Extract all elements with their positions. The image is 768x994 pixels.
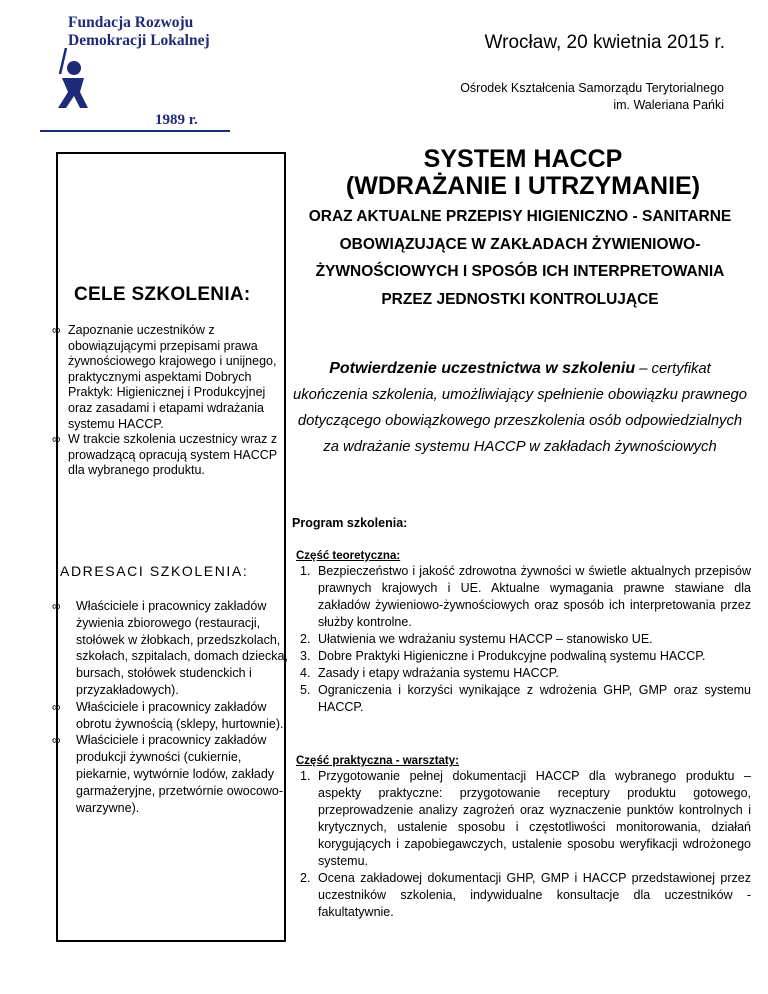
list-item: 1. Przygotowanie pełnej dokumentacji HACCP dla wybranego produktu – aspekty praktyczne: przygotowanie receptury produktu gotowego, przeprowadzenie analizy zagrożeń oraz wyznaczenie punktów kontrolnych i krytycznych, ustalenie sposobu i częstotliwości monitorowania, działań korygujących i zapobiegawczych, ustalenie sposobu weryfikacji wdrożonego systemu. bbox=[300, 769, 751, 868]
left-sidebar-box bbox=[56, 152, 286, 942]
infinity-bullet-icon: ∞ bbox=[52, 432, 61, 447]
infinity-bullet-icon: ∞ bbox=[52, 323, 61, 337]
page-title bbox=[296, 146, 750, 200]
goals-title: CELE SZKOLENIA: bbox=[74, 284, 251, 305]
title-line-2: (WDRAŻANIE I UTRZYMANIE) bbox=[345, 172, 701, 200]
goal-item: ∞ Zapoznanie uczestników z obowiązującymi przepisami prawa żywnościowego krajowego i unijnego, praktycznymi aspektami Dobrych Praktyk: Higienicznej i Produkcyjnej oraz zasadami i etapami wdrażania systemu HACCP. bbox=[52, 323, 277, 431]
audience-item: ∞ Właściciele i pracownicy zakładów żywienia zbiorowego (restauracji, stołówek w żłobkach, przedszkolach, szkołach, szpitalach, domach dziecka, bursach, stołówek studenckich i przyzakładowych). bbox=[52, 599, 288, 697]
training-center bbox=[380, 80, 724, 114]
date-line: Wrocław, 20 kwietnia 2015 r. bbox=[484, 32, 725, 53]
list-item: 2. Ułatwienia we wdrażaniu systemu HACCP – stanowisko UE. bbox=[300, 632, 653, 646]
certificate-dash: – bbox=[635, 361, 652, 377]
infinity-bullet-icon: ∞ bbox=[52, 599, 61, 613]
logo-figure-icon bbox=[40, 48, 120, 128]
audience-item: ∞ Właściciele i pracownicy zakładów produkcji żywności (cukiernie, piekarnie, wytwórnie lodów, zakłady garmażeryjne, przetwórnie owocowo-warzywne). bbox=[52, 733, 284, 815]
logo-divider bbox=[40, 130, 230, 132]
theory-section bbox=[296, 549, 751, 716]
theory-list bbox=[296, 563, 751, 716]
audience-list bbox=[52, 598, 288, 816]
list-item: 4. Zasady i etapy wdrażania systemu HACCP. bbox=[300, 666, 559, 680]
program-title: Program szkolenia: bbox=[292, 516, 408, 530]
list-item: 3. Dobre Praktyki Higieniczne i Produkcyjne podwaliną systemu HACCP. bbox=[300, 649, 706, 663]
title-line-1: SYSTEM HACCP bbox=[423, 145, 623, 173]
goal-item: ∞ W trakcie szkolenia uczestnicy wraz z prowadzącą opracują system HACCP dla wybranego produktu. bbox=[52, 432, 278, 478]
theory-title: Część teoretyczna: bbox=[296, 550, 401, 562]
logo-year: 1989 r. bbox=[155, 112, 198, 128]
certificate-note bbox=[290, 356, 750, 460]
practice-list bbox=[296, 768, 751, 921]
practice-section bbox=[296, 754, 751, 921]
center-line-1: Ośrodek Kształcenia Samorządu Terytorialnego bbox=[460, 81, 724, 95]
list-item: 2. Ocena zakładowej dokumentacji GHP, GMP i HACCP przedstawionej przez uczestników szkolenia, indywidualne konsultacje dla uczestników - fakultatywnie. bbox=[300, 871, 751, 919]
page-subtitle: ORAZ AKTUALNE PRZEPISY HIGIENICZNO - SANITARNE OBOWIĄZUJĄCE W ZAKŁADACH ŻYWIENIOWO-ŻYWNOŚCIOWYCH I SPOSÓB ICH INTERPRETOWANIA PRZEZ JEDNOSTKI KONTROLUJĄCE bbox=[308, 208, 732, 308]
audience-title: ADRESACI SZKOLENIA: bbox=[60, 563, 249, 579]
certificate-text: certyfikat ukończenia szkolenia, umożliwiający spełnienie obowiązku prawnego dotyczącego obowiązkowego przeszkolenia osób odpowiedzialnych za wdrażanie systemu HACCP w zakładach żywnościowych bbox=[292, 361, 748, 455]
audience-item: ∞ Właściciele i pracownicy zakładów obrotu żywnością (sklepy, hurtownie). bbox=[52, 699, 284, 731]
practice-title: Część praktyczna - warsztaty: bbox=[296, 755, 459, 767]
certificate-lead: Potwierdzenie uczestnictwa w szkoleniu bbox=[329, 360, 636, 377]
infinity-bullet-icon: ∞ bbox=[52, 699, 61, 714]
logo-org-name: Fundacja Rozwoju Demokracji Lokalnej bbox=[68, 14, 210, 49]
goals-list bbox=[52, 323, 280, 479]
list-item: 5. Ograniczenia i korzyści wynikające z wdrożenia GHP, GMP oraz systemu HACCP. bbox=[300, 683, 751, 714]
list-item: 1. Bezpieczeństwo i jakość zdrowotna żywności w świetle aktualnych przepisów prawnych krajowych i UE. Aktualne wymagania prawne stawiane dla zakładów żywieniowo-żywnościowych oraz sposób ich interpretowania przez służby kontrolne. bbox=[300, 564, 751, 629]
center-line-2: im. Waleriana Pańki bbox=[613, 98, 724, 112]
infinity-bullet-icon: ∞ bbox=[52, 733, 61, 748]
